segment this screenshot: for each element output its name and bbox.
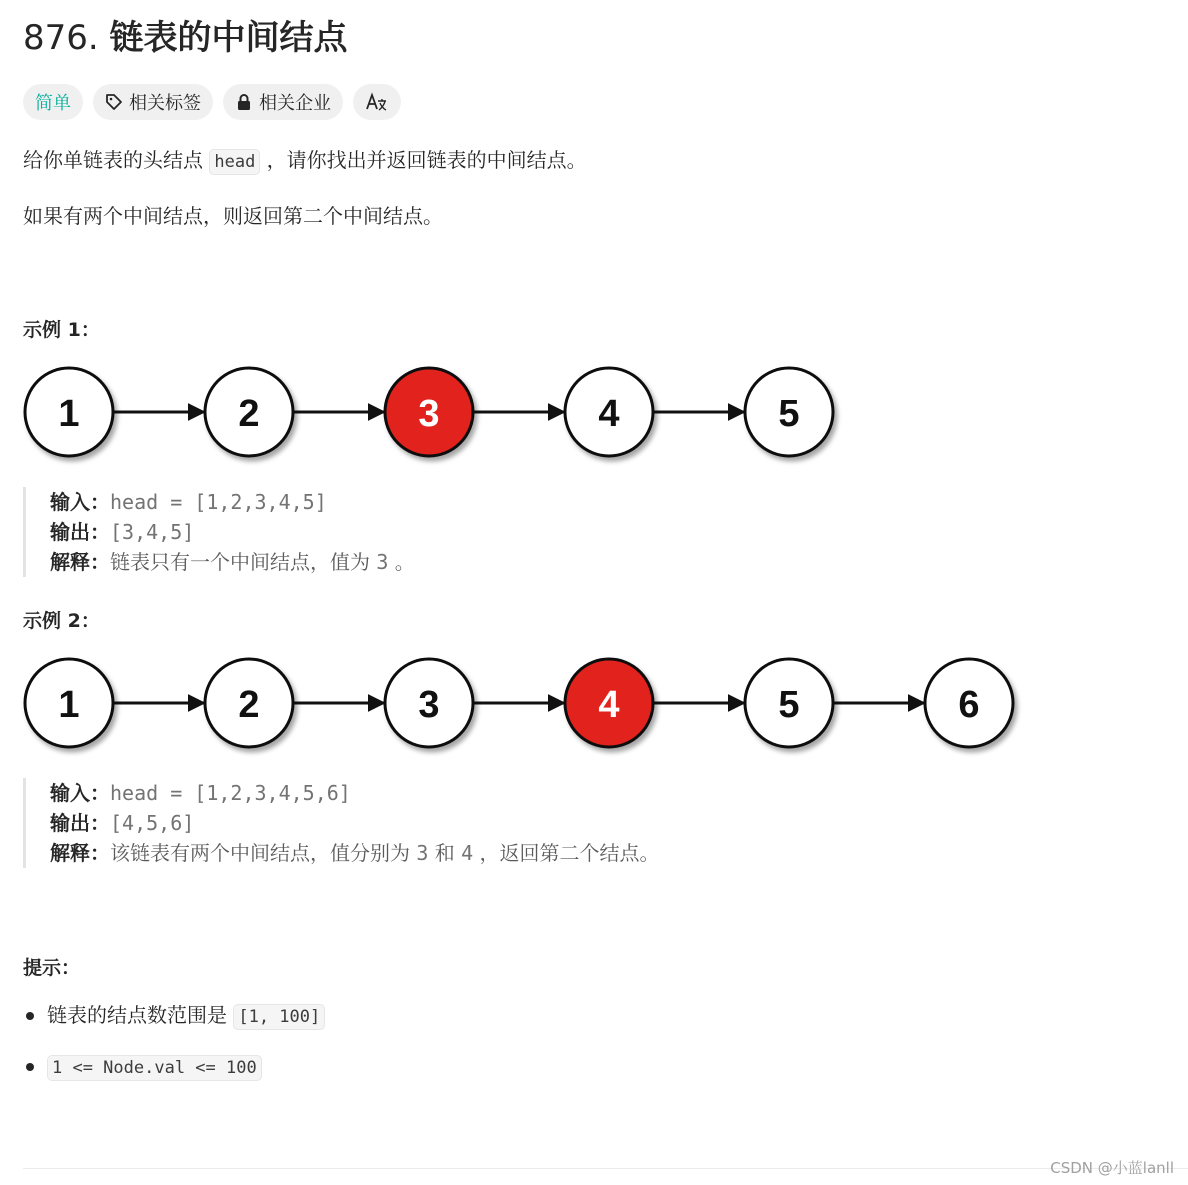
list-node-label: 3 [418,393,440,435]
example-1-input-line [50,487,415,517]
example-1-linked-list-diagram [20,362,850,467]
tag-icon [105,93,123,111]
difficulty-label: 简单 [35,93,71,114]
problem-title [23,16,348,60]
list-node-label: 2 [238,684,260,726]
output-label: 输出： [50,520,110,544]
explain-value-1: 3 [416,841,429,865]
problem-number: 876. [23,18,99,58]
hint-2-code: 1 <= Node.val <= 100 [47,1055,262,1081]
description-paragraph-2: 如果有两个中间结点，则返回第二个中间结点。 [23,204,443,228]
related-tags-button[interactable] [93,84,213,120]
example-2-output-line [50,808,660,838]
list-node-label: 4 [598,684,620,726]
related-companies-button[interactable] [223,84,343,120]
watermark: CSDN @小蓝lanll [1050,1159,1174,1177]
explain-text-2: 和 [434,841,455,865]
list-node-label: 5 [778,684,800,726]
list-node-label: 3 [418,684,440,726]
input-value: head = [1,2,3,4,5,6] [110,781,351,805]
example-1-heading: 示例 1： [23,319,100,341]
hint-item-2 [23,1051,325,1083]
hints-heading: 提示： [23,957,81,979]
explain-value-2: 4 [461,841,474,865]
explain-end: 。 [394,550,415,574]
output-value: [3,4,5] [110,520,195,544]
explain-text: 链表只有一个中间结点，值为 [110,550,370,574]
explain-label: 解释： [50,841,110,865]
related-tags-label: 相关标签 [129,93,201,114]
tag-bar [23,84,401,120]
hint-1-text: 链表的结点数范围是 [47,1003,227,1027]
inline-code-head: head [209,149,260,175]
difficulty-tag[interactable] [23,84,83,120]
description-text-1b: ，请你找出并返回链表的中间结点。 [266,148,587,172]
example-2-heading: 示例 2： [23,610,100,632]
example-1-output-line [50,517,415,547]
bottom-divider [23,1168,1188,1169]
example-1-explain-line [50,547,415,577]
input-value: head = [1,2,3,4,5] [110,490,327,514]
related-companies-label: 相关企业 [259,93,331,114]
problem-name: 链表的中间结点 [109,18,348,58]
lock-icon [235,93,253,111]
example-2-input-line [50,778,660,808]
explain-label: 解释： [50,550,110,574]
description-text-1a: 给你单链表的头结点 [23,148,203,172]
list-node-label: 6 [958,684,980,726]
example-1-io-block [23,487,415,577]
translate-icon [366,92,388,112]
example-2-explain-line [50,838,660,868]
explain-text-3: ，返回第二个结点。 [479,841,660,865]
list-node-label: 2 [238,393,260,435]
example-2-io-block [23,778,660,868]
list-node-label: 4 [598,393,620,435]
explain-value: 3 [376,550,389,574]
translate-button[interactable] [353,84,401,120]
input-label: 输入： [50,781,110,805]
example-2-linked-list-diagram [20,653,1030,758]
hints-list [23,1000,325,1102]
hint-1-code: [1, 100] [233,1004,325,1030]
output-label: 输出： [50,811,110,835]
explain-text-1: 该链表有两个中间结点，值分别为 [110,841,410,865]
input-label: 输入： [50,490,110,514]
description-paragraph-1 [23,145,587,177]
list-node-label: 1 [58,684,80,726]
list-node-label: 1 [58,393,80,435]
output-value: [4,5,6] [110,811,195,835]
list-node-label: 5 [778,393,800,435]
hint-item-1 [23,1000,325,1032]
